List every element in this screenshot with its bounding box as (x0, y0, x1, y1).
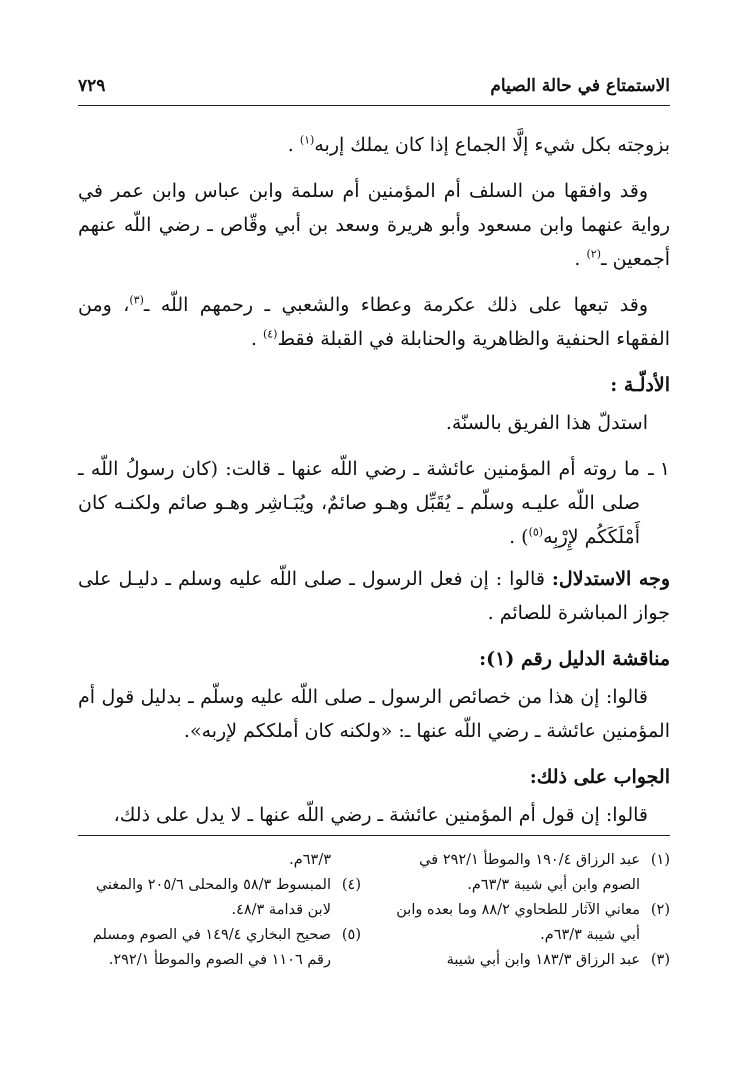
paragraph-3: وقد تبعها على ذلك عكرمة وعطاء والشعبي ـ رحمهم اللّه ـ$^{(٣)}$، ومن الفقهاء الحنفية والظاهرية والحنابلة في القبلة فقط$^{(٤)}$ . (78, 293, 670, 350)
header-divider (78, 105, 670, 106)
footnote-ref-2: (٢) (586, 247, 602, 261)
footnote-ref-1: (١) (299, 133, 315, 147)
footnote-1: (١) عبد الرزاق ١٩٠/٤ والموطأ ٢٩٢/١ في الصوم وابن أبي شيبة ٦٣/٣م. (419, 852, 670, 893)
running-header (78, 74, 670, 104)
footnotes (78, 848, 670, 973)
item-text: ما روته أم المؤمنين عائشة ـ رضي اللّه عنها ـ قالت: (كان رسولُ اللّه ـ صلى اللّه عليـه وسلّم ـ يُقَبِّل وهـو صائمٌ، ويُبَـاشِر وهـو صائم ولكنـه كان أَمْلَكَكُم لإِرْبِه$^{(٥)}$) . (78, 458, 640, 548)
evidence-item-1 (78, 452, 670, 554)
paragraph-wajh: وجه الاستدلال: قالوا : إن فعل الرسول ـ صلى اللّه عليه وسلم ـ دليـل على جواز المباشرة للصائم . (78, 568, 670, 624)
footnote-ref-4: (٤) (262, 327, 278, 341)
heading-munaqasha: مناقشة الدليل رقم (١): (479, 648, 670, 670)
item-number: ١ ـ (648, 458, 670, 480)
paragraph-2: وقد وافقها من السلف أم المؤمنين أم سلمة وابن عباس وابن عمر في رواية عنهما وابن مسعود وأبو هريرة وسعد بن أبي وقّاص ـ رضي اللّه عنهم أجمعين ـ$^{(٢)}$ . (78, 180, 670, 270)
paragraph-5: قالوا: إن هذا من خصائص الرسول ـ صلى اللّه عليه وسلّم ـ بدليل قول أم المؤمنين عائشة ـ رضي اللّه عنها ـ: «ولكنه كان أملككم لإربه». (78, 686, 670, 742)
paragraph-6: قالوا: إن قول أم المؤمنين عائشة ـ رضي اللّه عنها ـ لا يدل على ذلك، (113, 804, 648, 826)
footnote-3-continued: ٦٣/٣م. (289, 852, 331, 868)
footnotes-left-column (78, 848, 361, 973)
footnote-divider (78, 835, 670, 836)
footnote-2: (٢) معاني الآثار للطحاوي ٨٨/٢ وما بعده وابن أبي شيبة ٦٣/٣م. (396, 902, 670, 943)
heading-jawab: الجواب على ذلك: (529, 766, 670, 788)
paragraph-4: استدلّ هذا الفريق بالسنّة. (445, 412, 648, 434)
footnote-ref-5: (٥) (528, 525, 544, 539)
footnote-ref-3: (٣) (129, 293, 144, 307)
footnote-5: (٥) صحيح البخاري ١٤٩/٤ في الصوم ومسلم رقم ١١٠٦ في الصوم والموطأ ٢٩٢/١. (92, 927, 361, 968)
main-text (78, 128, 670, 844)
heading-evidence: الأدلّـة : (610, 374, 670, 396)
page-number: ٧٢٩ (78, 76, 106, 96)
footnotes-right-column (387, 848, 670, 973)
paragraph-1: بزوجته بكل شيء إلَّا الجماع إذا كان يملك إربه$^{(١)}$ . (287, 133, 670, 156)
wajh-label: وجه الاستدلال: (551, 568, 670, 590)
header-title: الاستمتاع في حالة الصيام (490, 76, 670, 96)
footnote-3: (٣) عبد الرزاق ١٨٣/٣ وابن أبي شيبة (446, 952, 670, 968)
footnote-4: (٤) المبسوط ٥٨/٣ والمحلى ٢٠٥/٦ والمغني لابن قدامة ٤٨/٣. (95, 877, 361, 918)
